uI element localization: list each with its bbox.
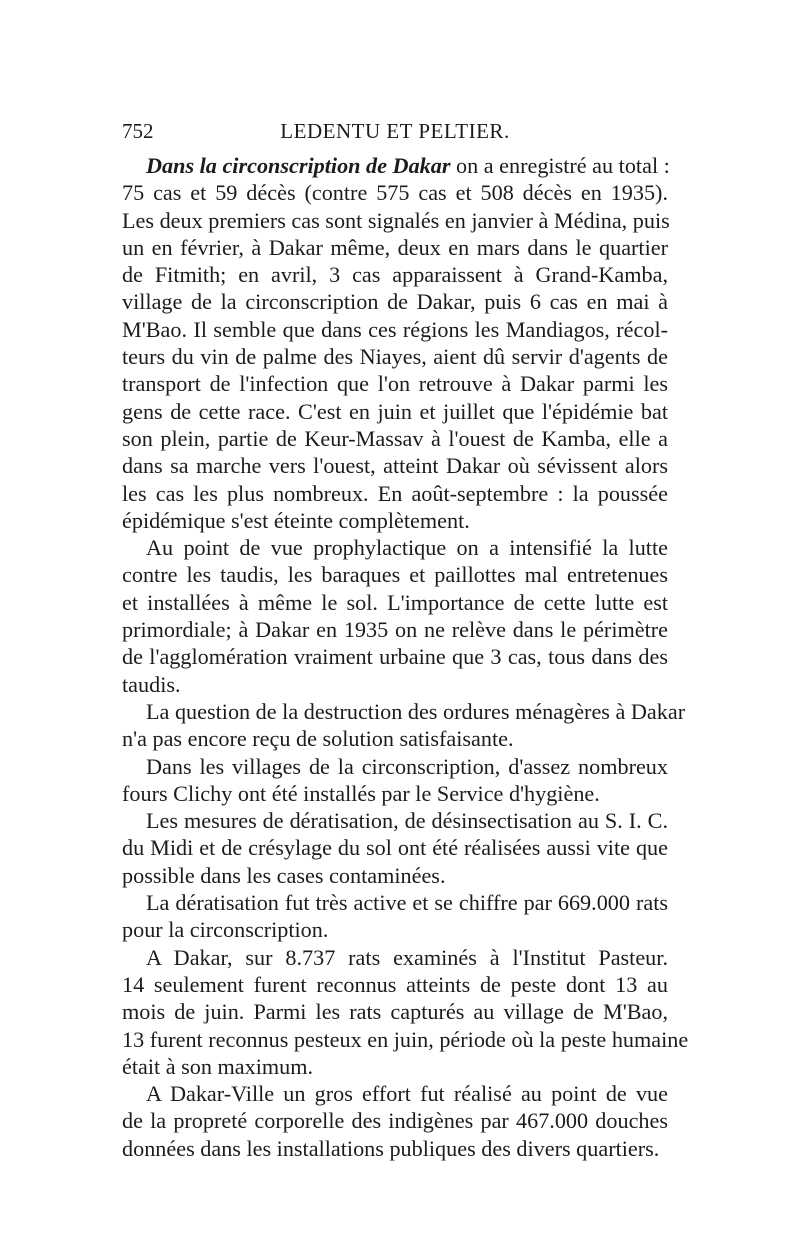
line-text: les cas les plus nombreux. En août-septembre : la poussée — [122, 480, 668, 506]
text-line — [122, 507, 668, 534]
line-text: épidémique s'est éteinte complètement. — [122, 507, 470, 533]
text-line — [122, 234, 668, 261]
text-line — [122, 807, 668, 834]
line-text: La dératisation fut très active et se chiffre par 669.000 rats — [146, 890, 668, 916]
line-text: fours Clichy ont été installés par le Service d'hygiène. — [122, 780, 600, 806]
text-line — [122, 616, 668, 643]
text-line — [122, 152, 668, 179]
text-line — [122, 671, 668, 698]
text-line — [122, 1053, 668, 1080]
text-line — [122, 725, 668, 752]
line-text: dans sa marche vers l'ouest, atteint Dakar où sévissent alors — [122, 453, 668, 479]
line-text: n'a pas encore reçu de solution satisfaisante. — [122, 726, 514, 752]
text-line — [122, 561, 668, 588]
line-text: était à son maximum. — [122, 1053, 314, 1079]
paragraph — [122, 944, 689, 1080]
paragraph — [122, 1080, 668, 1162]
text-line — [122, 1026, 689, 1053]
text-line — [122, 889, 668, 916]
text-line — [122, 452, 668, 479]
text-line — [122, 425, 668, 452]
text-line — [122, 971, 668, 998]
page-body — [122, 152, 689, 1162]
text-line — [122, 862, 668, 889]
text-line — [122, 534, 668, 561]
line-text: de l'agglomération vraiment urbaine que 3 cas, tous dans des — [122, 644, 668, 670]
text-line — [122, 288, 668, 315]
lead-phrase: Dans la circonscription de Dakar — [146, 153, 451, 178]
line-text: M'Bao. Il semble que dans ces régions les Mandiagos, récol- — [122, 316, 668, 342]
text-line — [122, 589, 668, 616]
line-text: possible dans les cases contaminées. — [122, 862, 446, 888]
paragraph — [122, 889, 668, 944]
line-text: pour la circonscription. — [122, 917, 329, 943]
line-text: A Dakar-Ville un gros effort fut réalisé au point de vue — [146, 1081, 668, 1107]
text-line — [122, 698, 686, 725]
line-text: un en février, à Dakar même, deux en mars dans le quartier — [122, 234, 668, 260]
line-text: primordiale; à Dakar en 1935 on ne relève dans le périmètre — [122, 617, 668, 643]
paragraph — [122, 534, 668, 698]
line-text: 14 seulement furent reconnus atteints de peste dont 13 au — [122, 971, 668, 997]
text-line — [122, 261, 668, 288]
running-title: LEDENTU ET PELTIER. — [280, 119, 510, 143]
page-header — [122, 119, 668, 145]
line-text: taudis. — [122, 671, 181, 697]
text-line — [122, 480, 668, 507]
text-line — [122, 916, 668, 943]
line-text: du Midi et de crésylage du sol ont été réalisées aussi vite que — [122, 835, 668, 861]
text-line — [122, 643, 668, 670]
paragraph — [122, 698, 686, 753]
text-line — [122, 207, 668, 234]
paragraph — [122, 807, 668, 889]
text-line — [122, 316, 668, 343]
line-text: données dans les installations publiques des divers quartiers. — [122, 1135, 660, 1161]
text-line — [122, 1107, 668, 1134]
line-text: contre les taudis, les baraques et paillottes mal entretenues — [122, 562, 668, 588]
page-number: 752 — [122, 119, 154, 143]
line-text: A Dakar, sur 8.737 rats examinés à l'Institut Pasteur. — [146, 944, 668, 970]
text-line — [122, 1135, 668, 1162]
line-text: Les mesures de dératisation, de désinsectisation au S. I. C. — [146, 808, 668, 834]
text-line — [122, 780, 668, 807]
text-line — [122, 1080, 668, 1107]
line-text: teurs du vin de palme des Niayes, aient dû servir d'agents de — [122, 344, 668, 370]
text-line — [122, 944, 668, 971]
line-text: on a enregistré au total : — [450, 153, 670, 178]
text-line — [122, 398, 668, 425]
line-text: de Fitmith; en avril, 3 cas apparaissent à Grand-Kamba, — [122, 262, 668, 288]
text-line — [122, 998, 668, 1025]
paragraph — [122, 152, 668, 534]
line-text: transport de l'infection que l'on retrouve à Dakar parmi les — [122, 371, 668, 397]
text-line — [122, 343, 668, 370]
line-text: Au point de vue prophylactique on a intensifié la lutte — [146, 535, 668, 561]
line-text: mois de juin. Parmi les rats capturés au village de M'Bao, — [122, 999, 668, 1025]
paragraph — [122, 753, 668, 808]
line-text: La question de la destruction des ordures ménagères à Dakar — [146, 698, 686, 724]
line-text: Les deux premiers cas sont signalés en janvier à Médina, puis — [122, 207, 670, 233]
line-text: Dans les villages de la circonscription, d'assez nombreux — [146, 753, 668, 779]
text-line — [122, 370, 668, 397]
line-text: son plein, partie de Keur-Massav à l'ouest de Kamba, elle a — [122, 425, 668, 451]
line-text: village de la circonscription de Dakar, puis 6 cas en mai à — [122, 289, 668, 315]
text-line — [122, 834, 668, 861]
line-text: 75 cas et 59 décès (contre 575 cas et 508 décès en 1935). — [122, 180, 668, 206]
text-line — [122, 179, 668, 206]
text-line — [122, 753, 668, 780]
line-text: et installées à même le sol. L'importance de cette lutte est — [122, 589, 668, 615]
line-text: 13 furent reconnus pesteux en juin, période où la peste humaine — [122, 1026, 689, 1052]
line-text: gens de cette race. C'est en juin et juillet que l'épidémie bat — [122, 398, 668, 424]
line-text: de la propreté corporelle des indigènes par 467.000 douches — [122, 1108, 668, 1134]
